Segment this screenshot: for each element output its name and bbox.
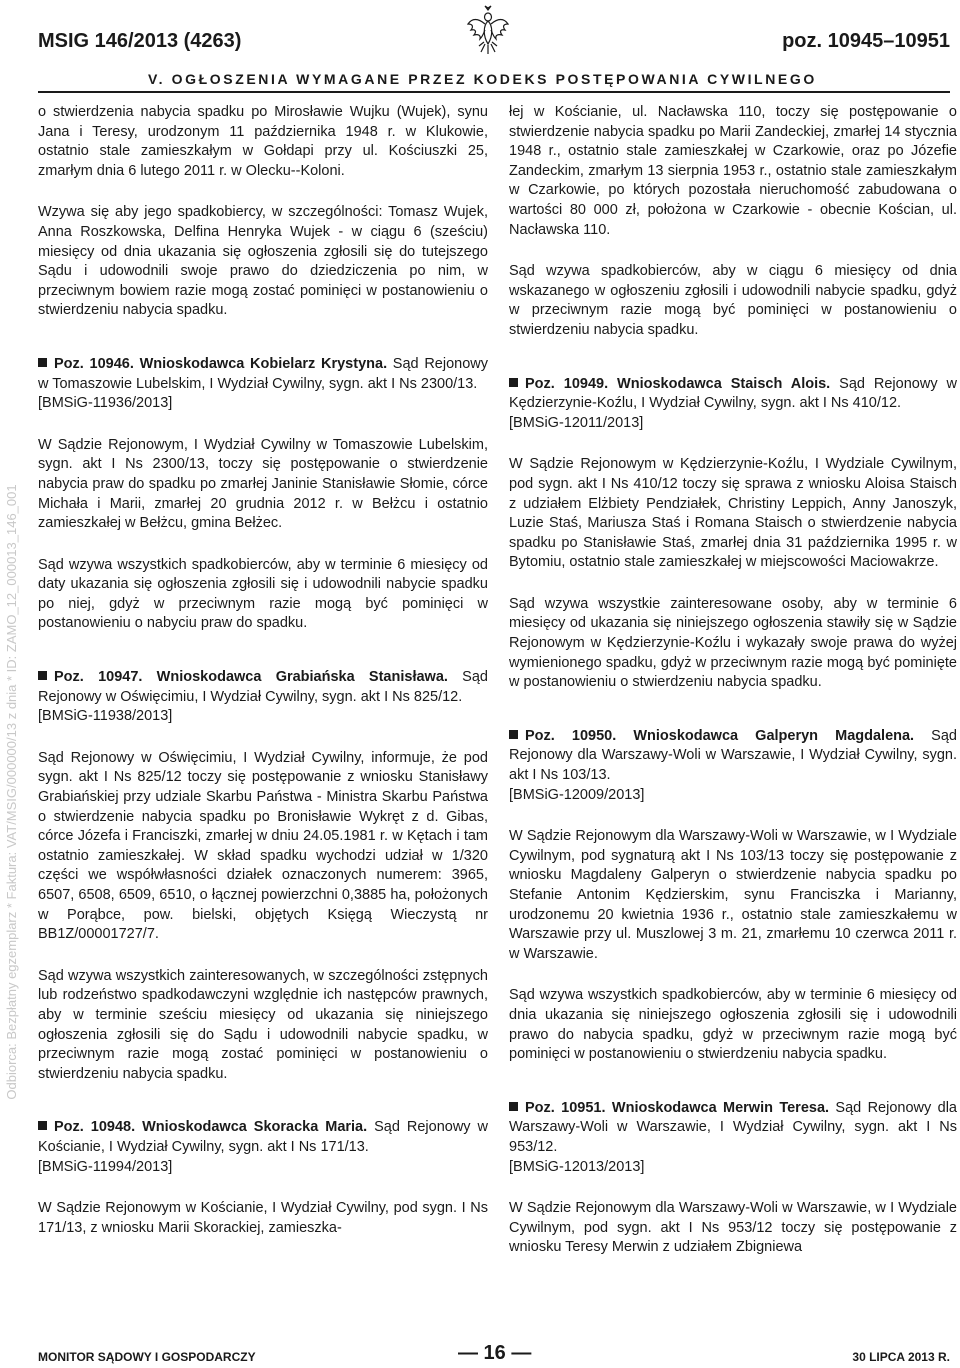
notice-number: Poz. 10950. Wnioskodawca Galperyn Magdalena. [525, 727, 915, 744]
section-title: V. OGŁOSZENIA WYMAGANE PRZEZ KODEKS POSTĘPOWANIA CYWILNEGO [148, 71, 817, 87]
notice-heading-10947 [38, 668, 488, 707]
notice-reference: [BMSiG-11994/2013] [38, 1158, 173, 1175]
court-info: Sąd Rejonowy dla Warszawy-Woli w Warszawie, I Wydział Cywilny, sygn. akt I Ns 953/12. [509, 1099, 957, 1155]
notice-reference: [BMSiG-12013/2013] [509, 1158, 645, 1175]
notice-heading-10951 [509, 1099, 957, 1158]
court-info: Sąd Rejonowy w Kościanie, I Wydział Cywilny, sygn. akt I Ns 171/13. [38, 1119, 488, 1155]
issue-number: MSIG 146/2013 (4263) [38, 30, 242, 52]
court-info: Sąd Rejonowy w Oświęcimiu, I Wydział Cywilny, sygn. akt I Ns 825/12. [38, 669, 488, 705]
notice-body: W Sądzie Rejonowym dla Warszawy-Woli w Warszawie, w I Wydziale Cywilnym, pod sygn. akt I Ns 953/12 toczy się postępowanie z wniosku Teresy Merwin z udziałem Zbigniewa [509, 1200, 957, 1256]
publication-date: 30 LIPCA 2013 R. [852, 1350, 950, 1364]
notice-reference: [BMSiG-11938/2013] [38, 708, 173, 725]
page-number: — 16 — [458, 1342, 532, 1364]
notice-body: W Sądzie Rejonowym dla Warszawy-Woli w Warszawie, w I Wydziale Cywilnym, pod sygnaturą akt I Ns 103/13 toczy się postępowanie z wniosku Magdaleny Galperyn o stwierdzenie nabycia spadku po Stefanie Antonim Kędzierskim, synu Franciszka i Marianny, urodzonemu 20 kwietnia 1936 r., ostatnio stale zamieszkałemu w Warszawie przy ul. Muszlowej 3 m. 21, zmarłemu 10 czerwca 2011 r. w Warszawie. [509, 828, 957, 962]
notice-heading-10949 [509, 375, 957, 414]
court-info: Sąd Rejonowy w Tomaszowie Lubelskim, I Wydział Cywilny, sygn. akt I Ns 2300/13. [38, 355, 488, 392]
notice-summons: Sąd wzywa wszystkie zainteresowane osoby, aby w terminie 6 miesięcy od ukazania się niniejszego ogłoszenia stawiły się w Sądzie Rejonowym w Kędzierzynie-Koźlu i wykazały swoje prawa do wyżej wymienionego spadku, gdyż w przeciwnym razie mogą być pominięte w postanowieniu o stwierdzeniu nabycia spadku. [509, 595, 957, 691]
right-column [509, 103, 957, 1258]
notice-body: Sąd Rejonowy w Oświęcimiu, I Wydział Cywilny, informuje, że pod sygn. akt I Ns 825/12 toczy się postępowanie z wniosku Stanisławy Grabiańskiej przy udziale Skarbu Państwa - Ministra Skarbu Państwa o stwierdzenie nabycia spadku po Bronisławie Wykręt z d. Gibas, córce Józefa i Franciszki, zmarłej w dniu 24.05.1981 r. w Kętach i tam ostatnio zamieszkałej. W skład spadku wychodzi udział w 1/320 części we współwłasności działek oznaczonych numerem: 3965, 6507, 6508, 6509, 6510, o łącznej powierzchni 0,3885 ha, położonych w Porąbce, pow. bielski, objętych Księgą Wieczystą nr BB1Z/00001727/7. [38, 749, 488, 943]
notice-number: Poz. 10947. Wnioskodawca Grabiańska Stanisława. [54, 669, 448, 686]
square-bullet-icon [509, 1102, 518, 1111]
notice-heading-10948 [38, 1118, 488, 1157]
square-bullet-icon [38, 671, 47, 680]
notice-number: Poz. 10948. Wnioskodawca Skoracka Maria. [54, 1119, 368, 1136]
notice-body: W Sądzie Rejonowym, I Wydział Cywilny w Tomaszowie Lubelskim, sygn. akt I Ns 2300/13, toczy się postępowanie o stwierdzenie nabycia praw do spadku po zmarłej Janinie Stanisławie Słomie, córce Michała i Marii, zmarłej 20 grudnia 2012 r. w Bełżcu i ostatnio zamieszkałej w Bełżcu, gmina Bełżec. [38, 436, 488, 532]
notice-summons: Sąd wzywa wszystkich spadkobierców, aby w terminie 6 miesięcy od daty ukazania się ogłoszenia zgłosili się i udowodnili nabycie spadku po niej, gdyż w przeciwnym razie mogą być pominięci w postanowieniu o nabyciu praw do spadku. [38, 556, 488, 632]
polish-eagle-emblem-icon [466, 4, 510, 56]
publication-name: MONITOR SĄDOWY I GOSPODARCZY [38, 1350, 256, 1364]
notice-summons: Sąd wzywa wszystkich spadkobierców, aby w terminie 6 miesięcy od dnia ukazania się niniejszego ogłoszenia zgłosili się i udowodnili prawo do nabycia spadku, gdyż w przeciwnym razie mogą być pominięci w postanowieniu o stwierdzeniu nabycia spadku. [509, 987, 957, 1063]
square-bullet-icon [38, 358, 47, 367]
notice-heading-10950 [509, 727, 957, 786]
left-column [38, 103, 488, 1238]
court-info: Sąd Rejonowy dla Warszawy-Woli w Warszawie, I Wydział Cywilny, sygn. akt I Ns 103/13. [509, 727, 957, 784]
court-info: Sąd Rejonowy w Kędzierzynie-Koźlu, I Wydział Cywilny, sygn. akt I Ns 410/12. [509, 375, 957, 412]
summons-paragraph: Wzywa się aby jego spadkobiercy, w szczególności: Tomasz Wujek, Anna Roszkowska, Delfina Henryka Wujek - w ciągu 6 (sześciu) miesięcy od dnia ukazania się ogłoszenia zgłosili się do tutejszego Sądu i udowodnili swoje prawo do dziedziczenia po nim, w przeciwnym bowiem razie mogą zostać pominięci w postanowieniu o stwierdzeniu nabycia spadku. [38, 204, 488, 319]
notice-body: W Sądzie Rejonowym w Kościanie, I Wydział Cywilny, pod sygn. I Ns 171/13, z wniosku Marii Skorackiej, zamieszka- [38, 1200, 488, 1236]
continuation-paragraph: o stwierdzenia nabycia spadku po Mirosławie Wujku (Wujek), synu Jana i Teresy, urodzonym 11 października 1948 r. w Klukowie, ostatnio stale zamieszkałym w Gołdapi przy ul. Kościuszki 25, zmarłym dnia 6 lutego 2011 r. w Olecku--Koloni. [38, 104, 488, 179]
notice-number: Poz. 10946. Wnioskodawca Kobielarz Krystyna. [54, 355, 388, 372]
header-divider [38, 91, 950, 93]
notice-reference: [BMSiG-12011/2013] [509, 414, 644, 431]
square-bullet-icon [509, 378, 518, 387]
notice-body: W Sądzie Rejonowym w Kędzierzynie-Koźlu, I Wydziale Cywilnym, pod sygn. akt I Ns 410/12 toczy się sprawa z wniosku Aloisa Staisch z udziałem Elżbiety Pendziałek, Christiny Leppich, Anny Janoszyk, Luzie Staś, Mariusza Staś i Romana Staisch o stwierdzenie nabycia spadku po Stanisławie Staś, zmarłej dnia 31 października 1995 r. w Bytomiu, ostatnio stale zamieszkałej w miejscowości Maciowakrze. [509, 456, 957, 571]
continuation-paragraph: łej w Kościanie, ul. Nacławska 110, toczy się postępowanie o stwierdzenie nabycia spadku po Marii Zandeckiej, zmarłej 14 stycznia 1948 r., ostatnio stale zamieszkałej w Czarkowie, oraz po Józefie Zandeckim, zmarłym 13 sierpnia 1953 r., ostatnio stale zamieszkałym w Czarkowie, po których pozostała nieruchomość zabudowana o wartości 80 000 zł, położona w Czarkowie - obecnie Kościan, ul. Nacławska 110. [509, 104, 957, 238]
notice-heading-10946 [38, 355, 488, 394]
positions-range: poz. 10945–10951 [782, 30, 950, 52]
notice-summons: Sąd wzywa wszystkich zainteresowanych, w szczególności zstępnych lub rodzeństwo spadkodawczyni względnie ich następców prawnych, aby w terminie sześciu miesięcy od ukazania się niniejszego ogłoszenia zgłosili się do Sądu i udowodnili nabycie spadku, w przeciwnym razie mogą zostać pominięci w postanowieniu o stwierdzeniu nabycia spadku. [38, 967, 488, 1082]
notice-reference: [BMSiG-11936/2013] [38, 395, 173, 412]
recipient-watermark: Odbiorca: Bezpłatny egzemplarz * Faktura: VAT/MSIG/000000/13 z dnia * ID: ZAMO_12_000013_146_001 [4, 484, 19, 1100]
notice-number: Poz. 10951. Wnioskodawca Merwin Teresa. [525, 1099, 830, 1116]
notice-reference: [BMSiG-12009/2013] [509, 786, 645, 803]
page-footer [38, 1340, 950, 1364]
summons-paragraph: Sąd wzywa spadkobierców, aby w ciągu 6 miesięcy od dnia wskazanego w ogłoszeniu zgłosili i udowodnili nabycie spadku, gdyż w przeciwnym razie mogą być pominięci w postanowieniu o stwierdzeniu nabycia spadku. [509, 263, 957, 338]
square-bullet-icon [38, 1121, 47, 1130]
square-bullet-icon [509, 730, 518, 739]
notice-number: Poz. 10949. Wnioskodawca Staisch Alois. [525, 375, 831, 392]
